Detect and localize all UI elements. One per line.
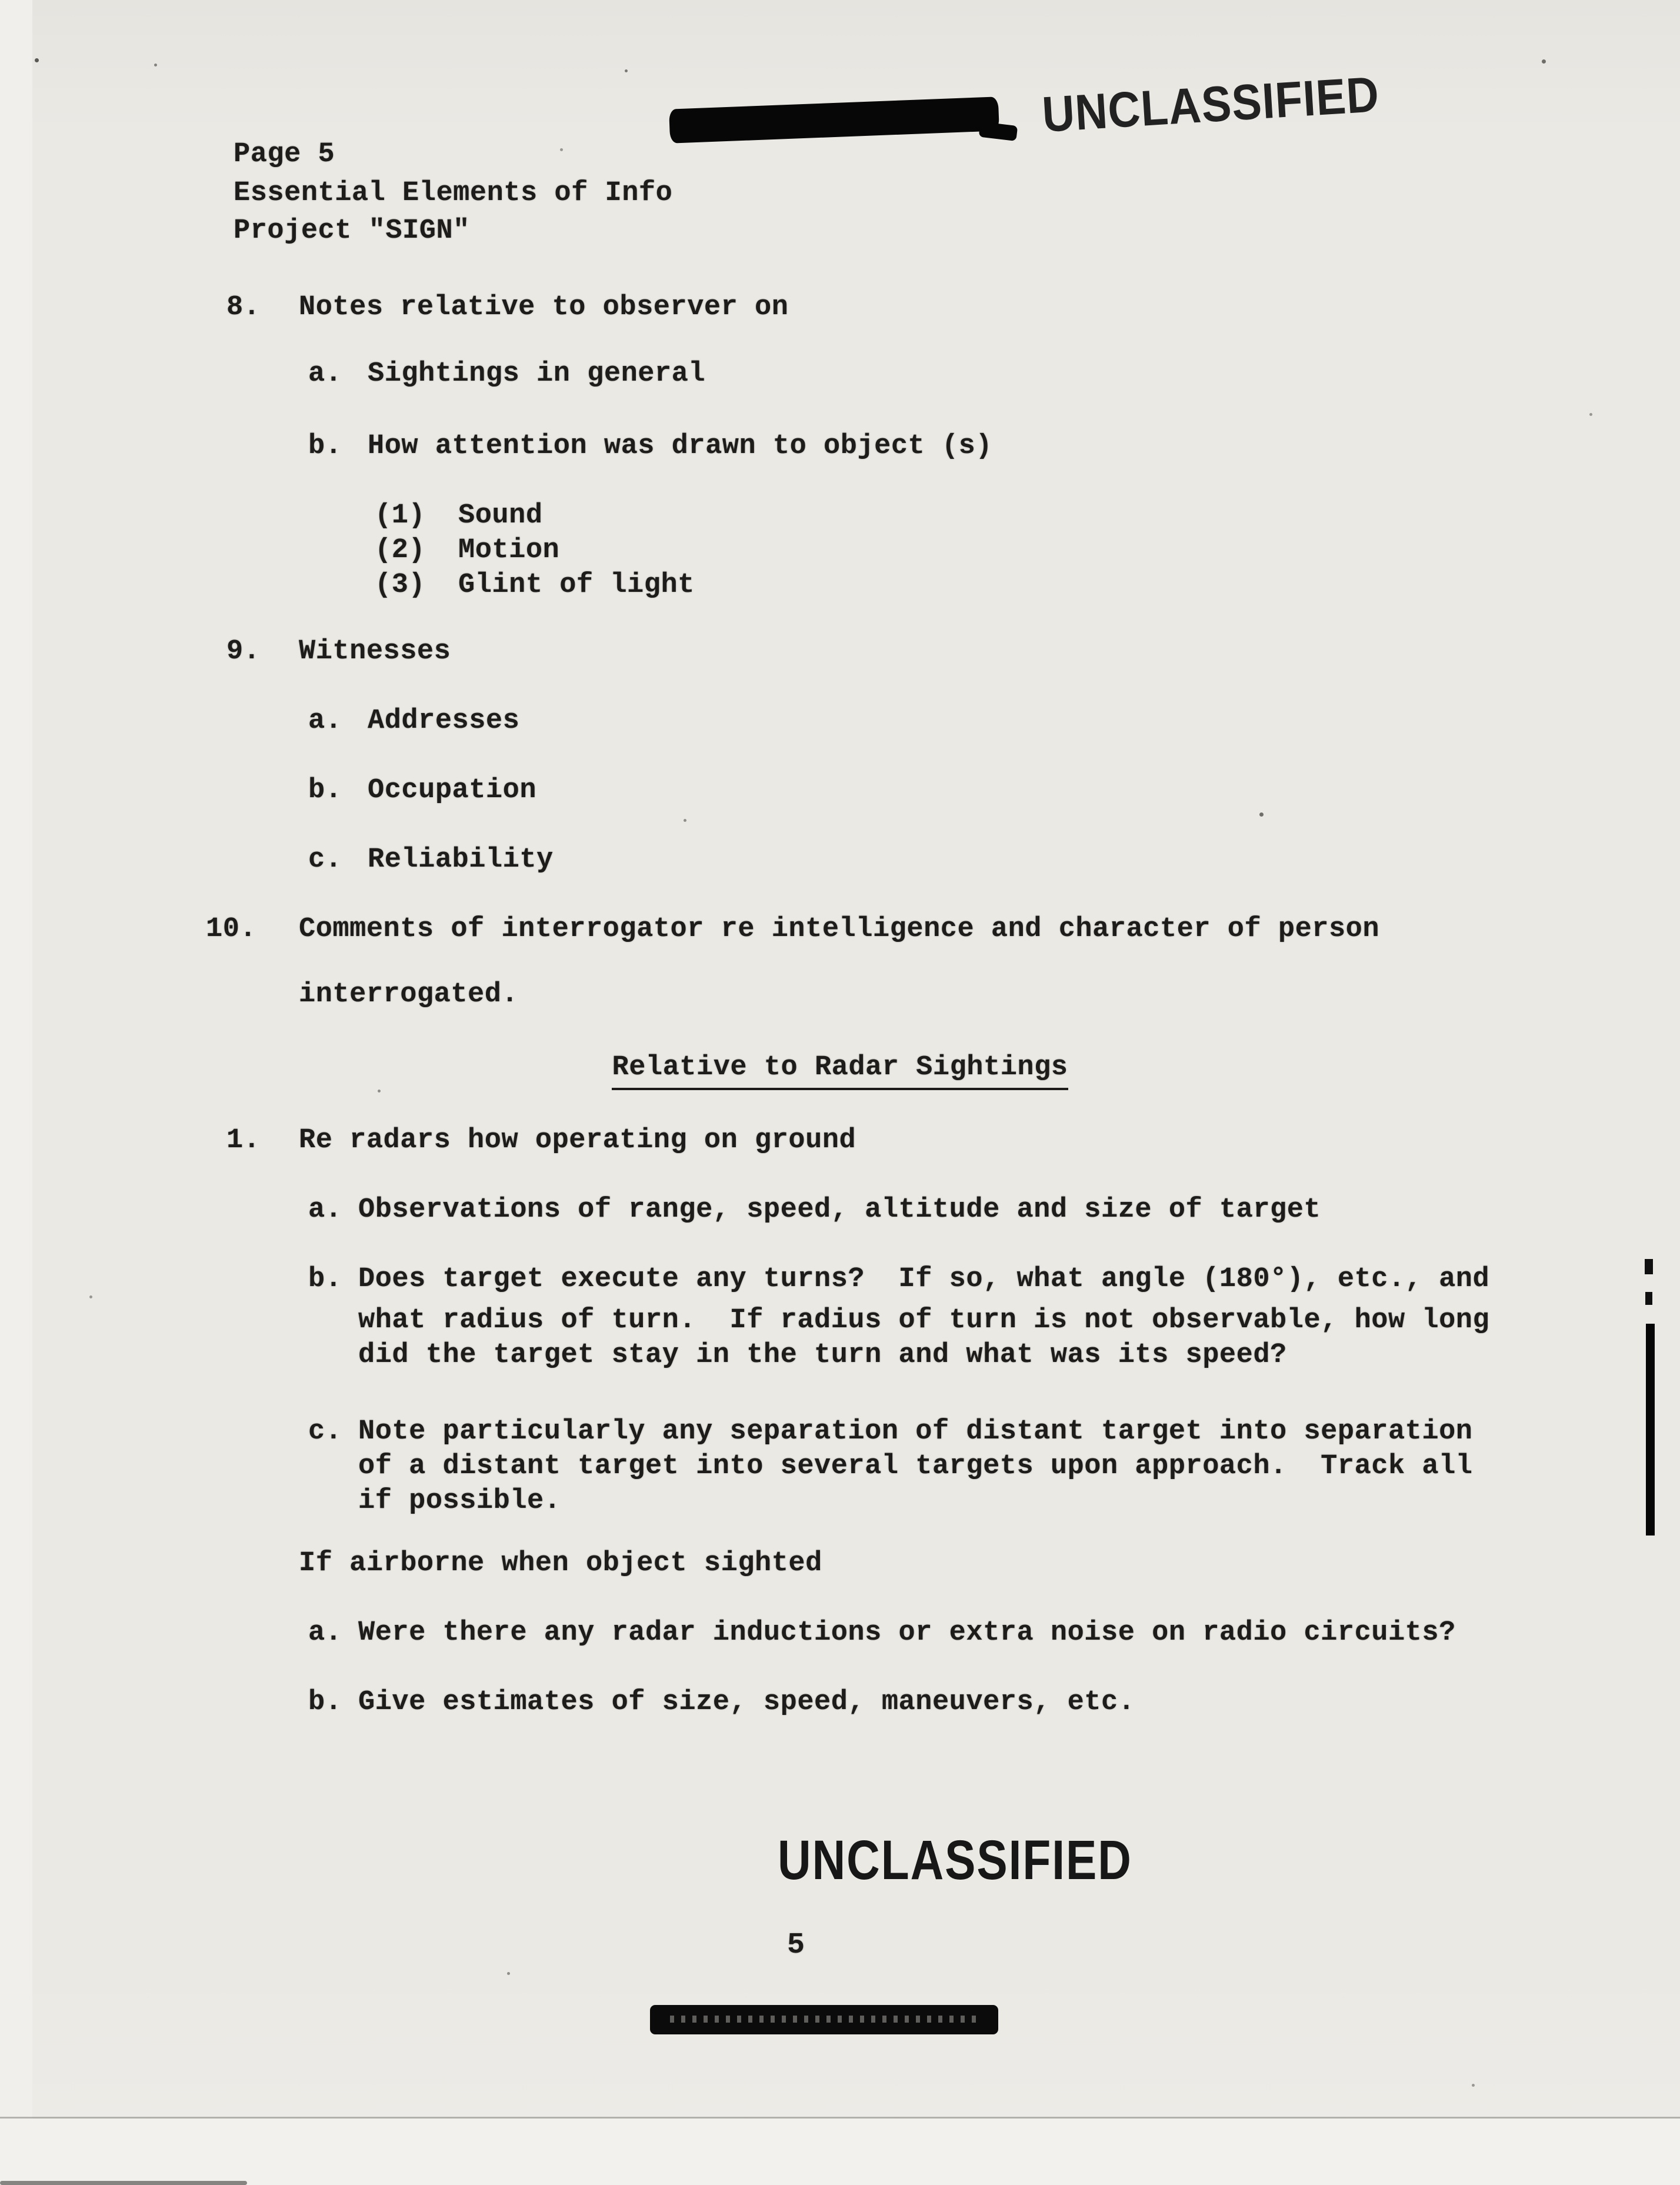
doc-line bbox=[0, 775, 536, 807]
list-text: Does target execute any turns? If so, what angle (180°), etc., and bbox=[358, 1264, 1490, 1295]
list-text: did the target stay in the turn and what was its speed? bbox=[358, 1340, 1287, 1371]
list-text: Sightings in general bbox=[368, 358, 706, 389]
list-marker: b. bbox=[308, 775, 342, 806]
doc-line bbox=[0, 292, 788, 324]
doc-line bbox=[0, 1340, 1287, 1371]
doc-title-line: Essential Elements of Info bbox=[234, 178, 673, 209]
list-text: what radius of turn. If radius of turn is not observable, how long bbox=[358, 1305, 1490, 1336]
scan-left-edge bbox=[0, 0, 32, 2185]
list-text: Give estimates of size, speed, maneuvers, etc. bbox=[358, 1687, 1135, 1718]
list-text: Motion bbox=[458, 535, 560, 566]
list-marker: 1. bbox=[226, 1125, 261, 1156]
list-text: Comments of interrogator re intelligence and character of person bbox=[299, 914, 1380, 945]
list-marker: b. bbox=[308, 431, 342, 462]
doc-line bbox=[0, 431, 992, 462]
doc-line bbox=[0, 1416, 1473, 1448]
list-text: Addresses bbox=[368, 705, 520, 737]
scan-bottom-streak bbox=[0, 2181, 247, 2185]
list-marker: 9. bbox=[226, 636, 261, 667]
section-heading-text: Relative to Radar Sightings bbox=[612, 1052, 1068, 1090]
list-marker: c. bbox=[308, 1416, 342, 1447]
list-marker: (3) bbox=[375, 569, 426, 601]
doc-line bbox=[0, 500, 543, 532]
page-label: Page 5 bbox=[234, 139, 335, 170]
list-text: interrogated. bbox=[299, 979, 519, 1010]
unclassified-stamp-top: UNCLASSIFIED bbox=[1041, 66, 1381, 144]
redaction-bar-bottom bbox=[650, 2005, 998, 2034]
list-text: if possible. bbox=[358, 1485, 561, 1517]
project-line: Project "SIGN" bbox=[234, 215, 470, 247]
redaction-bar-top bbox=[669, 96, 999, 143]
doc-line bbox=[0, 1485, 561, 1517]
list-text: Glint of light bbox=[458, 569, 695, 601]
doc-line bbox=[0, 1264, 1489, 1295]
doc-line bbox=[0, 1125, 856, 1157]
list-text: Sound bbox=[458, 500, 543, 531]
scan-artifact-dash bbox=[1645, 1259, 1653, 1274]
list-text: How attention was drawn to object (s) bbox=[368, 431, 993, 462]
doc-line bbox=[0, 358, 705, 390]
list-text: Occupation bbox=[368, 775, 537, 806]
list-text: Note particularly any separation of distant target into separation bbox=[358, 1416, 1473, 1447]
doc-line bbox=[0, 705, 519, 737]
doc-line bbox=[0, 844, 554, 876]
list-text: of a distant target into several targets upon approach. Track all bbox=[358, 1451, 1473, 1482]
list-marker: b. bbox=[308, 1687, 342, 1718]
doc-line bbox=[0, 1617, 1456, 1649]
doc-line bbox=[0, 1687, 1135, 1718]
doc-line bbox=[0, 1194, 1321, 1226]
scan-specks bbox=[0, 0, 3, 3]
scan-bottom-edge bbox=[0, 2119, 1680, 2185]
page-number: 5 bbox=[787, 1928, 805, 1962]
doc-line bbox=[0, 1305, 1489, 1337]
list-marker: (1) bbox=[375, 500, 426, 531]
list-marker: a. bbox=[308, 705, 342, 737]
doc-line bbox=[0, 914, 1379, 945]
section-heading bbox=[0, 1052, 1680, 1083]
list-marker: a. bbox=[308, 1617, 342, 1648]
list-marker: 8. bbox=[226, 292, 261, 323]
doc-line bbox=[0, 979, 518, 1011]
list-text: If airborne when object sighted bbox=[299, 1548, 822, 1579]
scan-artifact-bar bbox=[1646, 1324, 1655, 1536]
unclassified-stamp-bottom: UNCLASSIFIED bbox=[778, 1829, 1132, 1891]
list-marker: c. bbox=[308, 844, 342, 875]
list-marker: a. bbox=[308, 1194, 342, 1225]
scan-artifact-dash bbox=[1645, 1292, 1652, 1305]
list-marker: (2) bbox=[375, 535, 426, 566]
doc-line bbox=[0, 535, 559, 567]
list-marker: b. bbox=[308, 1264, 342, 1295]
list-marker: a. bbox=[308, 358, 342, 389]
list-text: Notes relative to observer on bbox=[299, 292, 789, 323]
list-text: Re radars how operating on ground bbox=[299, 1125, 856, 1156]
doc-line bbox=[0, 569, 695, 601]
list-text: Reliability bbox=[368, 844, 554, 875]
list-text: Observations of range, speed, altitude and size of target bbox=[358, 1194, 1321, 1225]
doc-line bbox=[0, 1548, 822, 1580]
list-text: Were there any radar inductions or extra noise on radio circuits? bbox=[358, 1617, 1456, 1648]
list-text: Witnesses bbox=[299, 636, 451, 667]
doc-line bbox=[0, 636, 451, 668]
list-marker: 10. bbox=[206, 914, 257, 945]
doc-line bbox=[0, 1451, 1473, 1483]
